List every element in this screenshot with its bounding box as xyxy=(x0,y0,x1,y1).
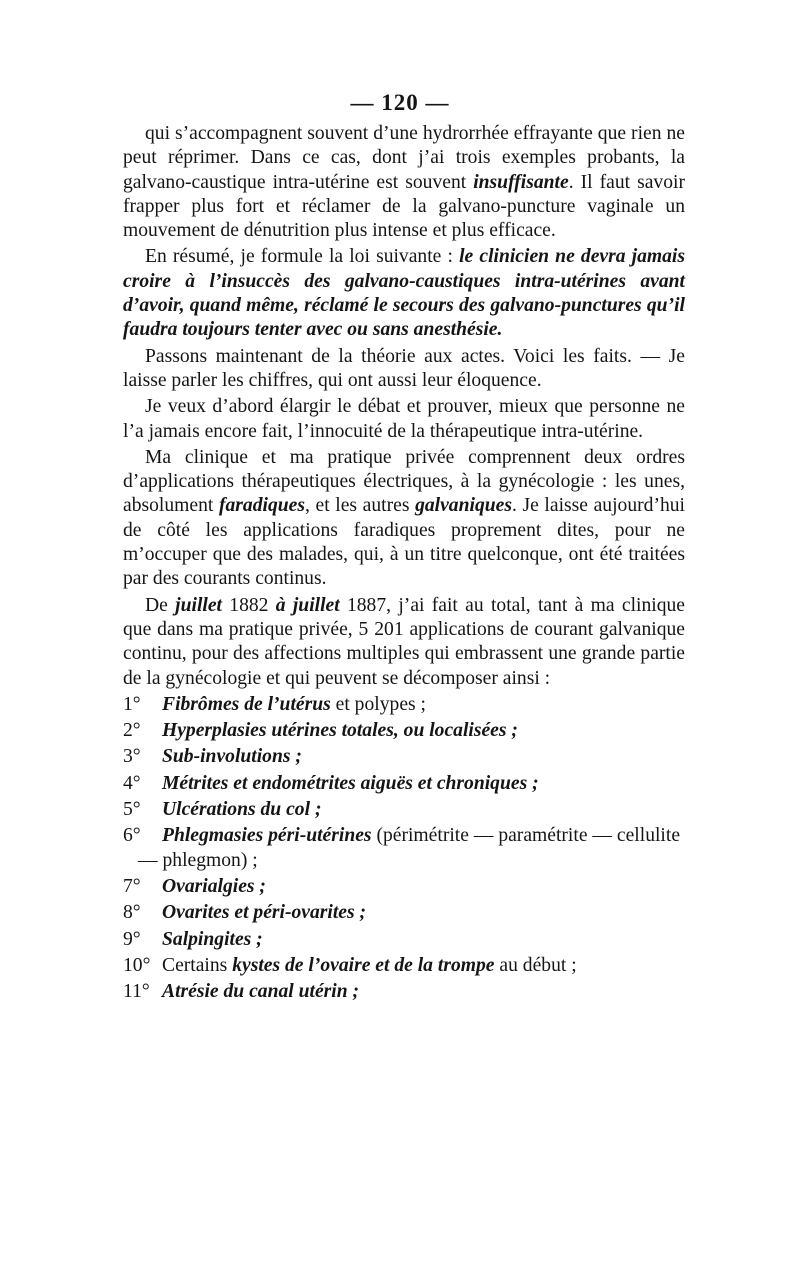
list-item-number: 6° xyxy=(123,825,141,847)
emphasized-text: Atrésie du canal utérin ; xyxy=(162,981,360,1003)
text-run: Certains xyxy=(162,954,233,976)
emphasized-text: galvaniques xyxy=(415,495,512,517)
emphasized-text: le clinicien ne devra jamais croire à l’insuccès des galvano-caustiques intra-utérines avant d’avoir, quand même, réclamé le secours des galvano-punctures qu’il faudra toujours tenter avec ou sans anesthésie. xyxy=(123,246,685,341)
list-item-number: 7° xyxy=(123,875,141,897)
body-text xyxy=(123,122,685,1006)
emphasized-text: Hyperplasies utérines totales, ou localisées ; xyxy=(162,720,518,742)
text-run: au début ; xyxy=(494,954,577,976)
text-run: Je veux d’abord élargir le débat et prouver, mieux que personne ne l’a jamais encore fait, l’innocuité de la thérapeutique intra-utérine. xyxy=(123,396,685,442)
list-item xyxy=(123,745,685,769)
text-run: Ma clinique et ma pratique privée comprennent deux ordres d’applications thérapeutiques électriques, à la gynécologie : les unes, absolument xyxy=(123,446,685,517)
paragraph xyxy=(123,345,685,394)
text-run: qui s’accompagnent souvent d’une hydrorrhée effrayante que rien ne peut réprimer. Dans ce cas, dont j’ai trois exemples probants, la galvano-caustique intra-utérine est souvent xyxy=(123,123,685,193)
list-item-number: 11° xyxy=(123,981,150,1003)
emphasized-text: Ulcérations du col ; xyxy=(162,799,322,821)
text-run: 1882 xyxy=(221,594,276,616)
list-item-number: 9° xyxy=(123,928,141,950)
list-item-number: 1° xyxy=(123,693,141,715)
emphasized-text: Ovarites et péri-ovarites ; xyxy=(162,902,367,924)
list-item-number: 2° xyxy=(123,720,141,742)
list-item xyxy=(123,824,685,873)
emphasized-text: Salpingites ; xyxy=(162,928,263,950)
page-number: — 120 — xyxy=(350,90,450,115)
paragraph xyxy=(123,395,685,444)
text-run: , et les autres xyxy=(304,495,416,517)
list-item xyxy=(123,954,685,978)
list-item-number: 4° xyxy=(123,772,141,794)
text-run: De xyxy=(145,594,176,616)
emphasized-text: faradiques xyxy=(218,495,305,517)
paragraphs xyxy=(123,122,685,691)
affections-list xyxy=(123,693,685,1005)
text-run: . Il faut savoir frapper plus fort et réclamer de la galvano-puncture vaginale un mouvement de dénutrition plus intense et plus efficace. xyxy=(123,171,685,242)
emphasized-text: Phlegmasies péri-utérines xyxy=(162,825,372,847)
list-item xyxy=(123,901,685,925)
list-item xyxy=(123,719,685,743)
list-item xyxy=(123,980,685,1004)
text-run: (périmétrite — paramétrite — cellulite — phlegmon) ; xyxy=(138,825,681,871)
text-run: Passons maintenant de la théorie aux actes. Voici les faits. — Je laisse parler les chiffres, qui ont aussi leur éloquence. xyxy=(123,345,685,391)
list-item xyxy=(123,875,685,899)
list-item xyxy=(123,772,685,796)
list-item xyxy=(123,798,685,822)
emphasized-text: Fibrômes de l’utérus xyxy=(162,693,331,715)
emphasized-text: Métrites et endométrites aiguës et chroniques ; xyxy=(162,772,539,794)
text-run: et polypes ; xyxy=(330,693,426,715)
paragraph xyxy=(123,594,685,691)
emphasized-text: à juillet xyxy=(275,594,340,616)
list-item xyxy=(123,928,685,952)
emphasized-text: insuffisante xyxy=(473,171,569,193)
emphasized-text: juillet xyxy=(175,594,222,616)
paragraph xyxy=(123,446,685,592)
text-run: En résumé, je formule la loi suivante : xyxy=(145,246,460,268)
text-run: 1887, j’ai fait au total, tant à ma clinique que dans ma pratique privée, 5 201 applications de courant galvanique continu, pour des affections multiples qui embrassent une grande partie de la gynécologie et qui peuvent se décomposer ainsi : xyxy=(123,594,685,689)
emphasized-text: Sub-involutions ; xyxy=(162,746,302,768)
list-item-number: 10° xyxy=(123,954,151,976)
emphasized-text: kystes de l’ovaire et de la trompe xyxy=(232,954,495,976)
list-item-number: 3° xyxy=(123,746,141,768)
text-run: . Je laisse aujourd’hui de côté les applications faradiques proprement dites, pour ne m’occuper que des malades, qui, à un titre quelconque, ont été traitées par des courants continus. xyxy=(123,495,686,590)
paragraph xyxy=(123,245,685,342)
emphasized-text: Ovarialgies ; xyxy=(162,875,266,897)
paragraph xyxy=(123,122,685,243)
list-item xyxy=(123,693,685,717)
list-item-number: 8° xyxy=(123,902,141,924)
list-item-number: 5° xyxy=(123,799,141,821)
